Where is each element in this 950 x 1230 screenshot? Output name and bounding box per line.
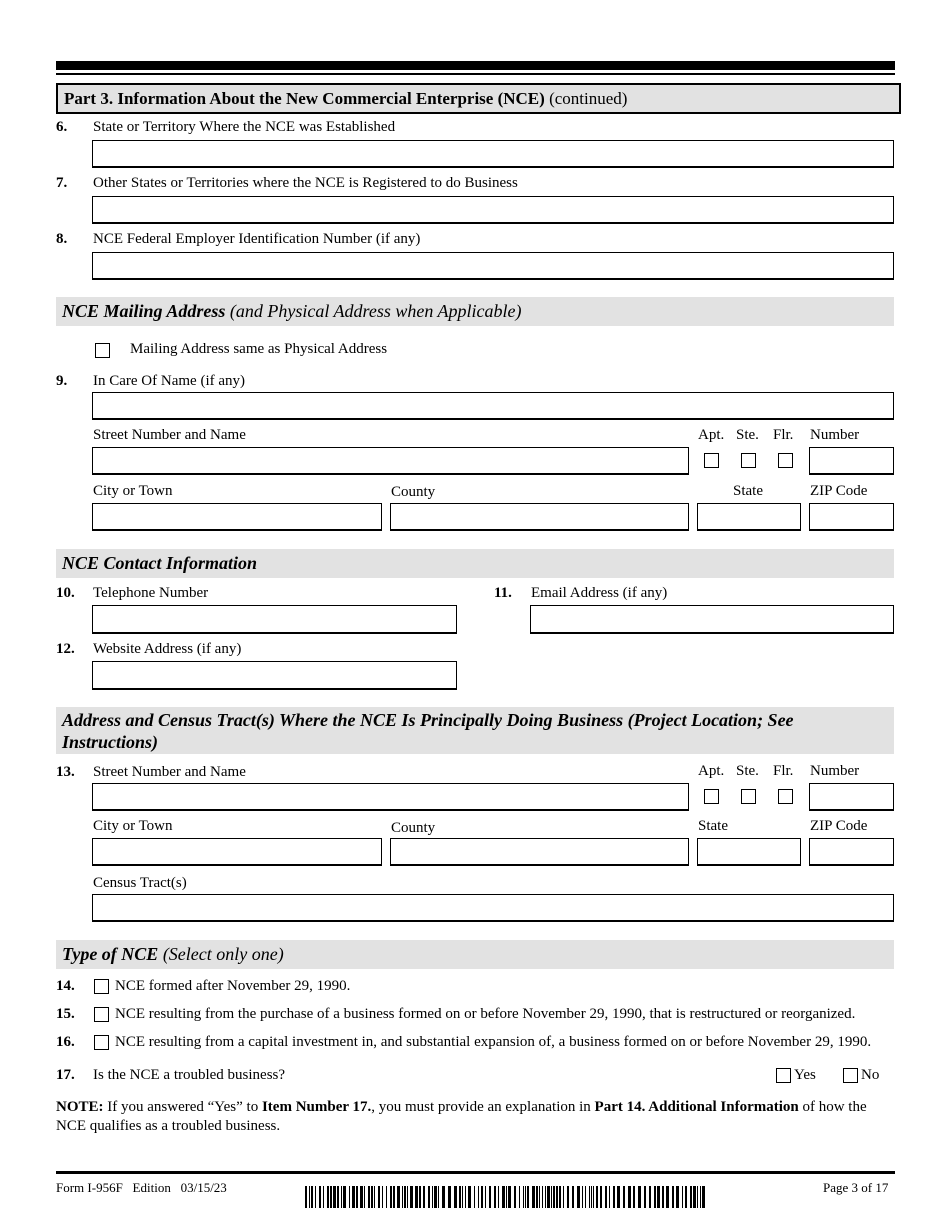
census-zip-label: ZIP Code [810, 818, 868, 834]
barcode-bar [666, 1186, 669, 1208]
barcode-bar [609, 1186, 610, 1208]
barcode-bar [305, 1186, 307, 1208]
top-rule-thick [56, 61, 895, 70]
mailing-number-label: Number [810, 427, 860, 443]
item-13-number: 13. [56, 764, 75, 780]
barcode-bar [559, 1186, 561, 1208]
barcode-bar [613, 1186, 615, 1208]
barcode-bar [364, 1186, 365, 1208]
item-8-number: 8. [56, 231, 68, 247]
census-heading-line1: Address and Census Tract(s) Where the NCE Is Principally Doing Business (Project Location; See [62, 710, 794, 730]
item-12-number: 12. [56, 641, 75, 657]
census-heading-line2: Instructions) [62, 732, 159, 752]
phone-field[interactable] [92, 605, 457, 634]
barcode-bar [702, 1186, 705, 1208]
mailing-ste-checkbox[interactable] [741, 453, 756, 468]
other-states-field[interactable] [92, 196, 894, 224]
barcode-bar [327, 1186, 329, 1208]
item-15-number: 15. [56, 1006, 75, 1022]
barcode-bar [676, 1186, 679, 1208]
note-item-ref: Item Number 17. [261, 1099, 372, 1115]
barcode-bar [649, 1186, 651, 1208]
barcode-bar [532, 1186, 535, 1208]
census-tract-label: Census Tract(s) [93, 875, 187, 891]
item-15-checkbox[interactable] [94, 1007, 109, 1022]
barcode-bar [539, 1186, 540, 1208]
barcode-bar [617, 1186, 620, 1208]
barcode-bar [415, 1186, 418, 1208]
barcode-bar [494, 1186, 496, 1208]
troubled-yes-checkbox[interactable] [776, 1068, 791, 1083]
state-established-field[interactable] [92, 140, 894, 168]
barcode-bar [585, 1186, 586, 1208]
barcode-bar [485, 1186, 486, 1208]
barcode-bar [459, 1186, 461, 1208]
barcode-bar [690, 1186, 692, 1208]
part-3-header [56, 83, 901, 114]
mailing-county-label: County [391, 484, 436, 500]
mailing-street-label: Street Number and Name [93, 427, 246, 443]
type-heading-rest: (Select only one) [158, 944, 284, 964]
item-15-label: NCE resulting from the purchase of a business formed on or before November 29, 1990, that is restructured or reorganized. [115, 1006, 856, 1022]
census-flr-checkbox[interactable] [778, 789, 793, 804]
barcode-bar [315, 1186, 316, 1208]
census-apt-label: Apt. [698, 763, 725, 779]
mailing-apt-label: Apt. [698, 427, 725, 443]
census-ste-label: Ste. [736, 763, 759, 779]
item-14-label: NCE formed after November 29, 1990. [115, 978, 351, 994]
mailing-city-label: City or Town [93, 483, 173, 499]
fein-field[interactable] [92, 252, 894, 280]
troubled-no-checkbox[interactable] [843, 1068, 858, 1083]
footer-rule [56, 1171, 895, 1174]
barcode-bar [341, 1186, 342, 1208]
troubled-no-label: No [861, 1067, 880, 1083]
barcode-bar [542, 1186, 543, 1208]
barcode-bar [428, 1186, 430, 1208]
barcode-bar [397, 1186, 400, 1208]
item-9-number: 9. [56, 373, 68, 389]
troubled-yes-label: Yes [794, 1067, 816, 1083]
item-17-label: Is the NCE a troubled business? [93, 1067, 286, 1083]
mailing-unit-number-field[interactable] [809, 447, 894, 475]
mailing-address-heading [56, 297, 894, 326]
barcode-bar [442, 1186, 445, 1208]
barcode-bar [685, 1186, 687, 1208]
barcode-bar [474, 1186, 475, 1208]
barcode-bar [352, 1186, 355, 1208]
barcode-bar [382, 1186, 383, 1208]
note-text-1: If you answered “Yes” to [103, 1099, 262, 1115]
website-label: Website Address (if any) [93, 641, 242, 657]
mailing-zip-label: ZIP Code [810, 483, 868, 499]
barcode-bar [700, 1186, 701, 1208]
barcode-bar [432, 1186, 433, 1208]
barcode-bar [582, 1186, 583, 1208]
barcode-bar [605, 1186, 607, 1208]
census-street-field[interactable] [92, 783, 689, 811]
census-state-label: State [698, 818, 728, 834]
census-city-field[interactable] [92, 838, 382, 866]
item-7-number: 7. [56, 175, 68, 191]
barcode-bar [567, 1186, 569, 1208]
barcode-bar [628, 1186, 631, 1208]
item-17-number: 17. [56, 1067, 75, 1083]
census-state-field[interactable] [697, 838, 801, 866]
email-field[interactable] [530, 605, 894, 634]
barcode-bar [591, 1186, 592, 1208]
barcode-bar [371, 1186, 373, 1208]
mailing-flr-label: Flr. [773, 427, 794, 443]
barcode-bar [434, 1186, 437, 1208]
barcode-bar [600, 1186, 602, 1208]
barcode-bar [638, 1186, 641, 1208]
note-label: NOTE: [56, 1099, 104, 1115]
item-8-label: NCE Federal Employer Identification Number (if any) [93, 231, 421, 247]
barcode-bar [462, 1186, 463, 1208]
troubled-business-note [56, 1098, 892, 1136]
barcode-bar [465, 1186, 466, 1208]
barcode-bar [577, 1186, 580, 1208]
census-tract-field[interactable] [92, 894, 894, 922]
part-header-continued: (continued) [544, 89, 628, 108]
barcode-bar [378, 1186, 380, 1208]
care-of-field[interactable] [92, 392, 894, 420]
barcode-bar [644, 1186, 646, 1208]
barcode-bar [519, 1186, 520, 1208]
barcode-bar [572, 1186, 574, 1208]
census-county-label: County [391, 820, 436, 836]
census-heading [56, 707, 894, 754]
same-as-physical-label: Mailing Address same as Physical Address [130, 341, 388, 357]
barcode-bar [309, 1186, 310, 1208]
barcode-bar [402, 1186, 403, 1208]
mailing-heading-rest: (and Physical Address when Applicable) [225, 301, 522, 321]
mailing-street-field[interactable] [92, 447, 689, 475]
phone-label: Telephone Number [93, 585, 209, 601]
page-number: Page 3 of 17 [823, 1180, 889, 1195]
contact-heading: NCE Contact Information [56, 549, 894, 578]
census-city-label: City or Town [93, 818, 173, 834]
census-county-field[interactable] [390, 838, 689, 866]
barcode-bar [682, 1186, 683, 1208]
barcode-bar [596, 1186, 598, 1208]
mailing-apt-checkbox[interactable] [704, 453, 719, 468]
website-field[interactable] [92, 661, 457, 690]
barcode-bar [589, 1186, 590, 1208]
barcode-bar [593, 1186, 594, 1208]
item-14-checkbox[interactable] [94, 979, 109, 994]
barcode-bar [527, 1186, 529, 1208]
barcode-image [305, 1186, 710, 1208]
barcode-bar [438, 1186, 439, 1208]
barcode-bar [506, 1186, 507, 1208]
mailing-flr-checkbox[interactable] [778, 453, 793, 468]
barcode-bar [563, 1186, 564, 1208]
item-11-number: 11. [494, 585, 512, 601]
form-edition: Form I-956F Edition 03/15/23 [56, 1180, 227, 1195]
type-heading [56, 940, 894, 969]
note-text-3: of how the NCE qualifies as a troubled business. [56, 1099, 867, 1134]
census-ste-checkbox[interactable] [741, 789, 756, 804]
census-number-label: Number [810, 763, 860, 779]
mailing-heading-bold: NCE Mailing Address [62, 301, 226, 321]
note-part-ref: Part 14. Additional Information [594, 1099, 799, 1115]
barcode-bar [514, 1186, 516, 1208]
barcode-bar [368, 1186, 370, 1208]
barcode-bar [657, 1186, 660, 1208]
mailing-city-field[interactable] [92, 503, 382, 531]
barcode-bar [525, 1186, 526, 1208]
barcode-bar [672, 1186, 674, 1208]
barcode-bar [337, 1186, 339, 1208]
barcode-bar [311, 1186, 313, 1208]
barcode-bar [407, 1186, 408, 1208]
barcode-bar [349, 1186, 350, 1208]
barcode-bar [419, 1186, 421, 1208]
barcode-bar [633, 1186, 635, 1208]
barcode-bar [697, 1186, 698, 1208]
census-zip-field[interactable] [809, 838, 894, 866]
mailing-state-label: State [733, 483, 763, 499]
barcode-bar [536, 1186, 538, 1208]
mailing-ste-label: Ste. [736, 427, 759, 443]
barcode-bar [393, 1186, 395, 1208]
barcode-bar [498, 1186, 499, 1208]
barcode-bar [410, 1186, 413, 1208]
barcode-bar [390, 1186, 392, 1208]
barcode-bar [333, 1186, 336, 1208]
item-16-label: NCE resulting from a capital investment in, and substantial expansion of, a business formed on or before November 29, 1990. [115, 1034, 872, 1050]
barcode-bar [448, 1186, 451, 1208]
barcode-bar [356, 1186, 358, 1208]
barcode-bar [374, 1186, 375, 1208]
barcode-bar [454, 1186, 457, 1208]
item-7-label: Other States or Territories where the NCE is Registered to do Business [93, 175, 518, 191]
census-apt-checkbox[interactable] [704, 789, 719, 804]
mailing-county-field[interactable] [390, 503, 689, 531]
item-10-number: 10. [56, 585, 75, 601]
note-text-2: , you must provide an explanation in [371, 1099, 595, 1115]
part-header-title: Part 3. Information About the New Commercial Enterprise (NCE) [64, 89, 545, 108]
barcode-bar [553, 1186, 555, 1208]
barcode-bar [654, 1186, 656, 1208]
census-unit-number-field[interactable] [809, 783, 894, 811]
barcode-bar [502, 1186, 505, 1208]
barcode-bar [551, 1186, 552, 1208]
barcode-bar [662, 1186, 664, 1208]
barcode-bar [468, 1186, 471, 1208]
barcode-bar [693, 1186, 696, 1208]
email-label: Email Address (if any) [531, 585, 668, 601]
care-of-label: In Care Of Name (if any) [93, 373, 246, 389]
census-street-label: Street Number and Name [93, 764, 246, 780]
barcode-bar [523, 1186, 524, 1208]
top-rule-thin [56, 73, 895, 75]
item-6-label: State or Territory Where the NCE was Established [93, 119, 396, 135]
mailing-zip-field[interactable] [809, 503, 894, 531]
item-14-number: 14. [56, 978, 75, 994]
barcode-bar [386, 1186, 387, 1208]
barcode-bar [623, 1186, 625, 1208]
barcode-bar [508, 1186, 511, 1208]
barcode-bar [343, 1186, 346, 1208]
barcode-bar [323, 1186, 324, 1208]
barcode-bar [330, 1186, 332, 1208]
barcode-bar [319, 1186, 321, 1208]
item-6-number: 6. [56, 119, 68, 135]
census-flr-label: Flr. [773, 763, 794, 779]
barcode-bar [404, 1186, 406, 1208]
barcode-bar [481, 1186, 483, 1208]
barcode-bar [545, 1186, 546, 1208]
barcode-bar [556, 1186, 558, 1208]
barcode-bar [423, 1186, 425, 1208]
barcode-bar [478, 1186, 479, 1208]
barcode-bar [547, 1186, 550, 1208]
item-16-number: 16. [56, 1034, 75, 1050]
mailing-state-field[interactable] [697, 503, 801, 531]
item-16-checkbox[interactable] [94, 1035, 109, 1050]
type-heading-bold: Type of NCE [62, 944, 159, 964]
barcode-bar [360, 1186, 363, 1208]
same-as-physical-checkbox[interactable] [95, 343, 110, 358]
barcode-bar [489, 1186, 491, 1208]
